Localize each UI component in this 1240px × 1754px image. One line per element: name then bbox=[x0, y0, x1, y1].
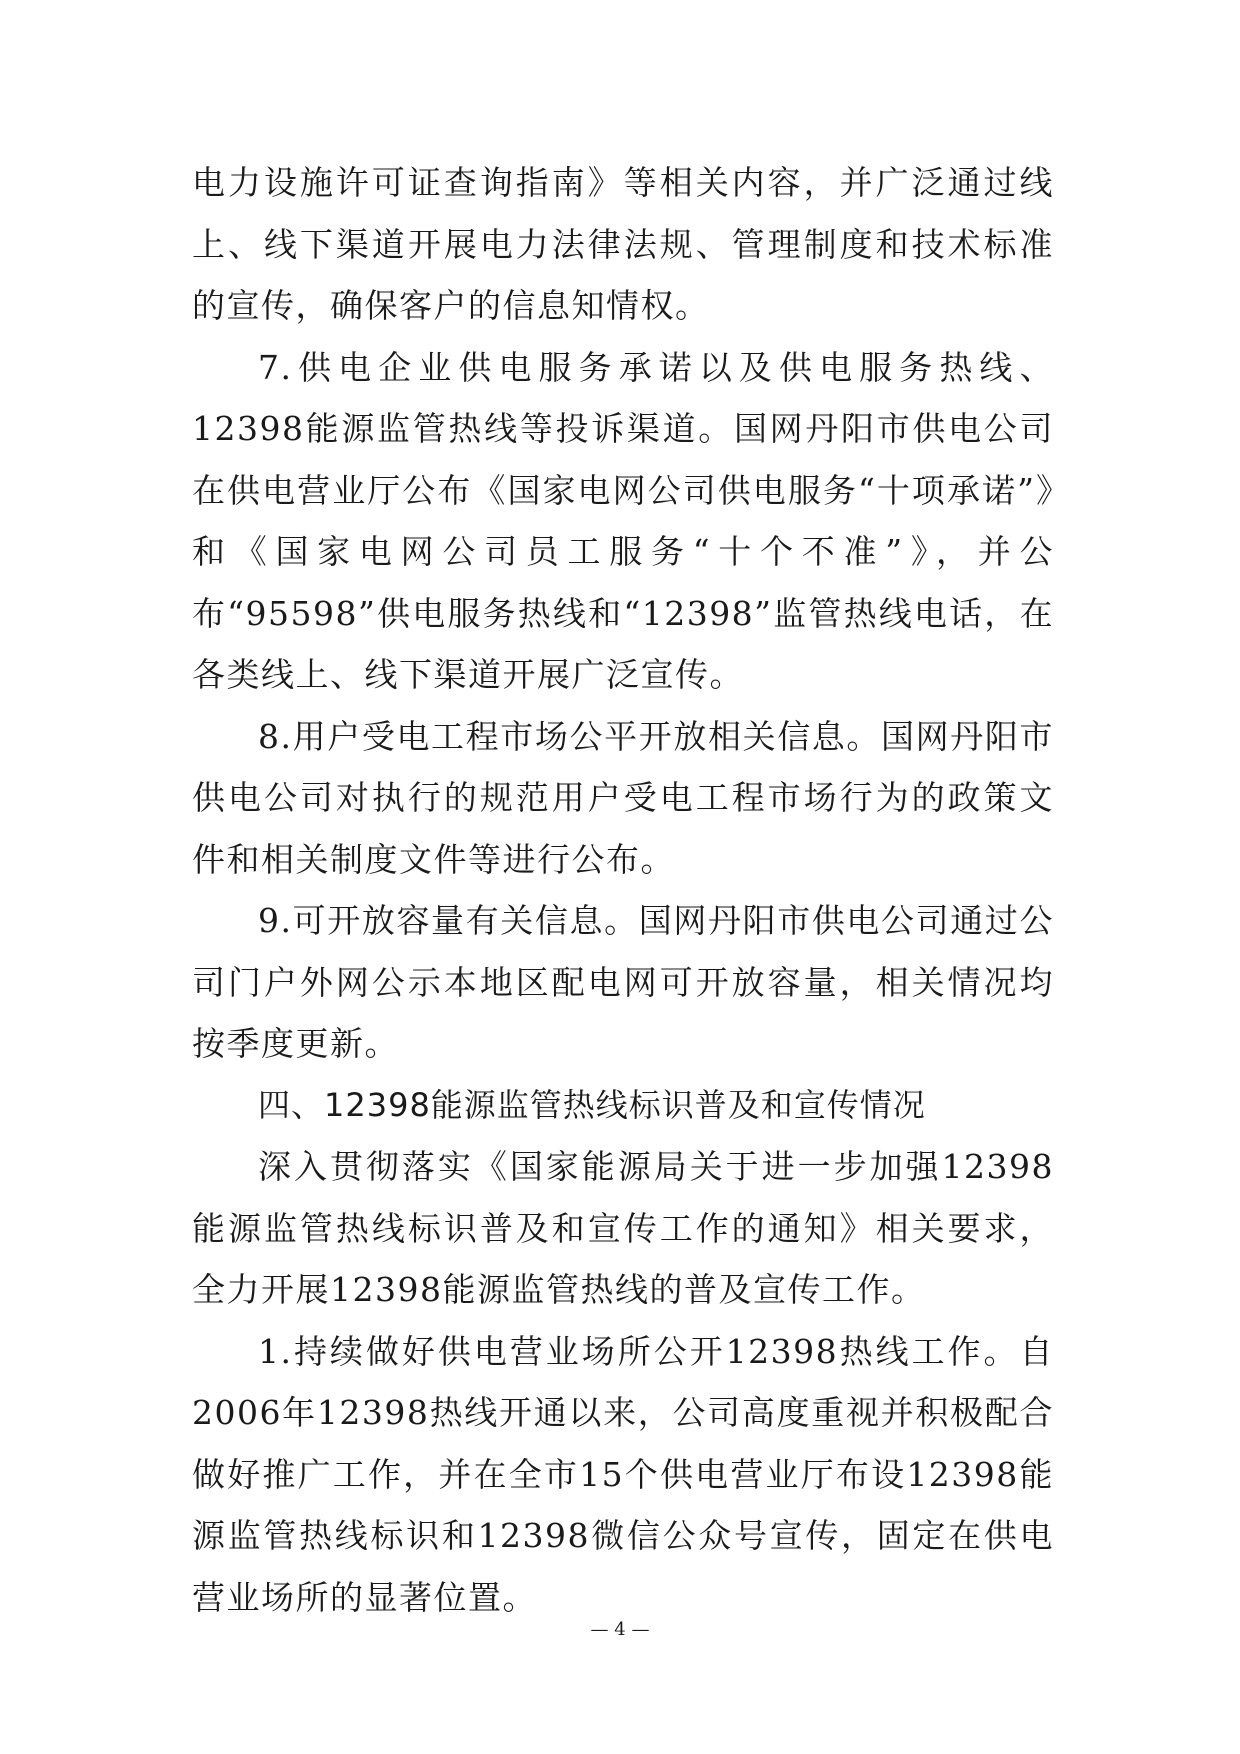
paragraph-continuation: 电力设施许可证查询指南》等相关内容，并广泛通过线上、线下渠道开展电力法律法规、管理制度和技术标准的宣传，确保客户的信息知情权。 bbox=[192, 163, 1054, 325]
paragraph-item-7: 7.供电企业供电服务承诺以及供电服务热线、12398能源监管热线等投诉渠道。国网丹阳市供电公司在供电营业厅公布《国家电网公司供电服务“十项承诺”》和《国家电网公司员工服务“十个不准”》，并公布“95598”供电服务热线和“12398”监管热线电话，在各类线上、线下渠道开展广泛宣传。 bbox=[192, 347, 1054, 694]
paragraph-item-8: 8.用户受电工程市场公平开放相关信息。国网丹阳市供电公司对执行的规范用户受电工程市场行为的政策文件和相关制度文件等进行公布。 bbox=[192, 716, 1054, 879]
paragraph-item-9: 9.可开放容量有关信息。国网丹阳市供电公司通过公司门户外网公示本地区配电网可开放容量，相关情况均按季度更新。 bbox=[192, 901, 1054, 1063]
page-number: — 4 — bbox=[590, 1619, 650, 1640]
section-intro-paragraph: 深入贯彻落实《国家能源局关于进一步加强12398能源监管热线标识普及和宣传工作的通知》相关要求，全力开展12398能源监管热线的普及宣传工作。 bbox=[192, 1147, 1054, 1309]
document-body bbox=[192, 152, 1054, 1628]
section-heading: 四、12398能源监管热线标识普及和宣传情况 bbox=[258, 1085, 926, 1124]
section-item-1: 1.持续做好供电营业场所公开12398热线工作。自2006年12398热线开通以来，公司高度重视并积极配合做好推广工作，并在全市15个供电营业厅布设12398能源监管热线标识和12398微信公众号宣传，固定在供电营业场所的显著位置。 bbox=[192, 1331, 1054, 1617]
